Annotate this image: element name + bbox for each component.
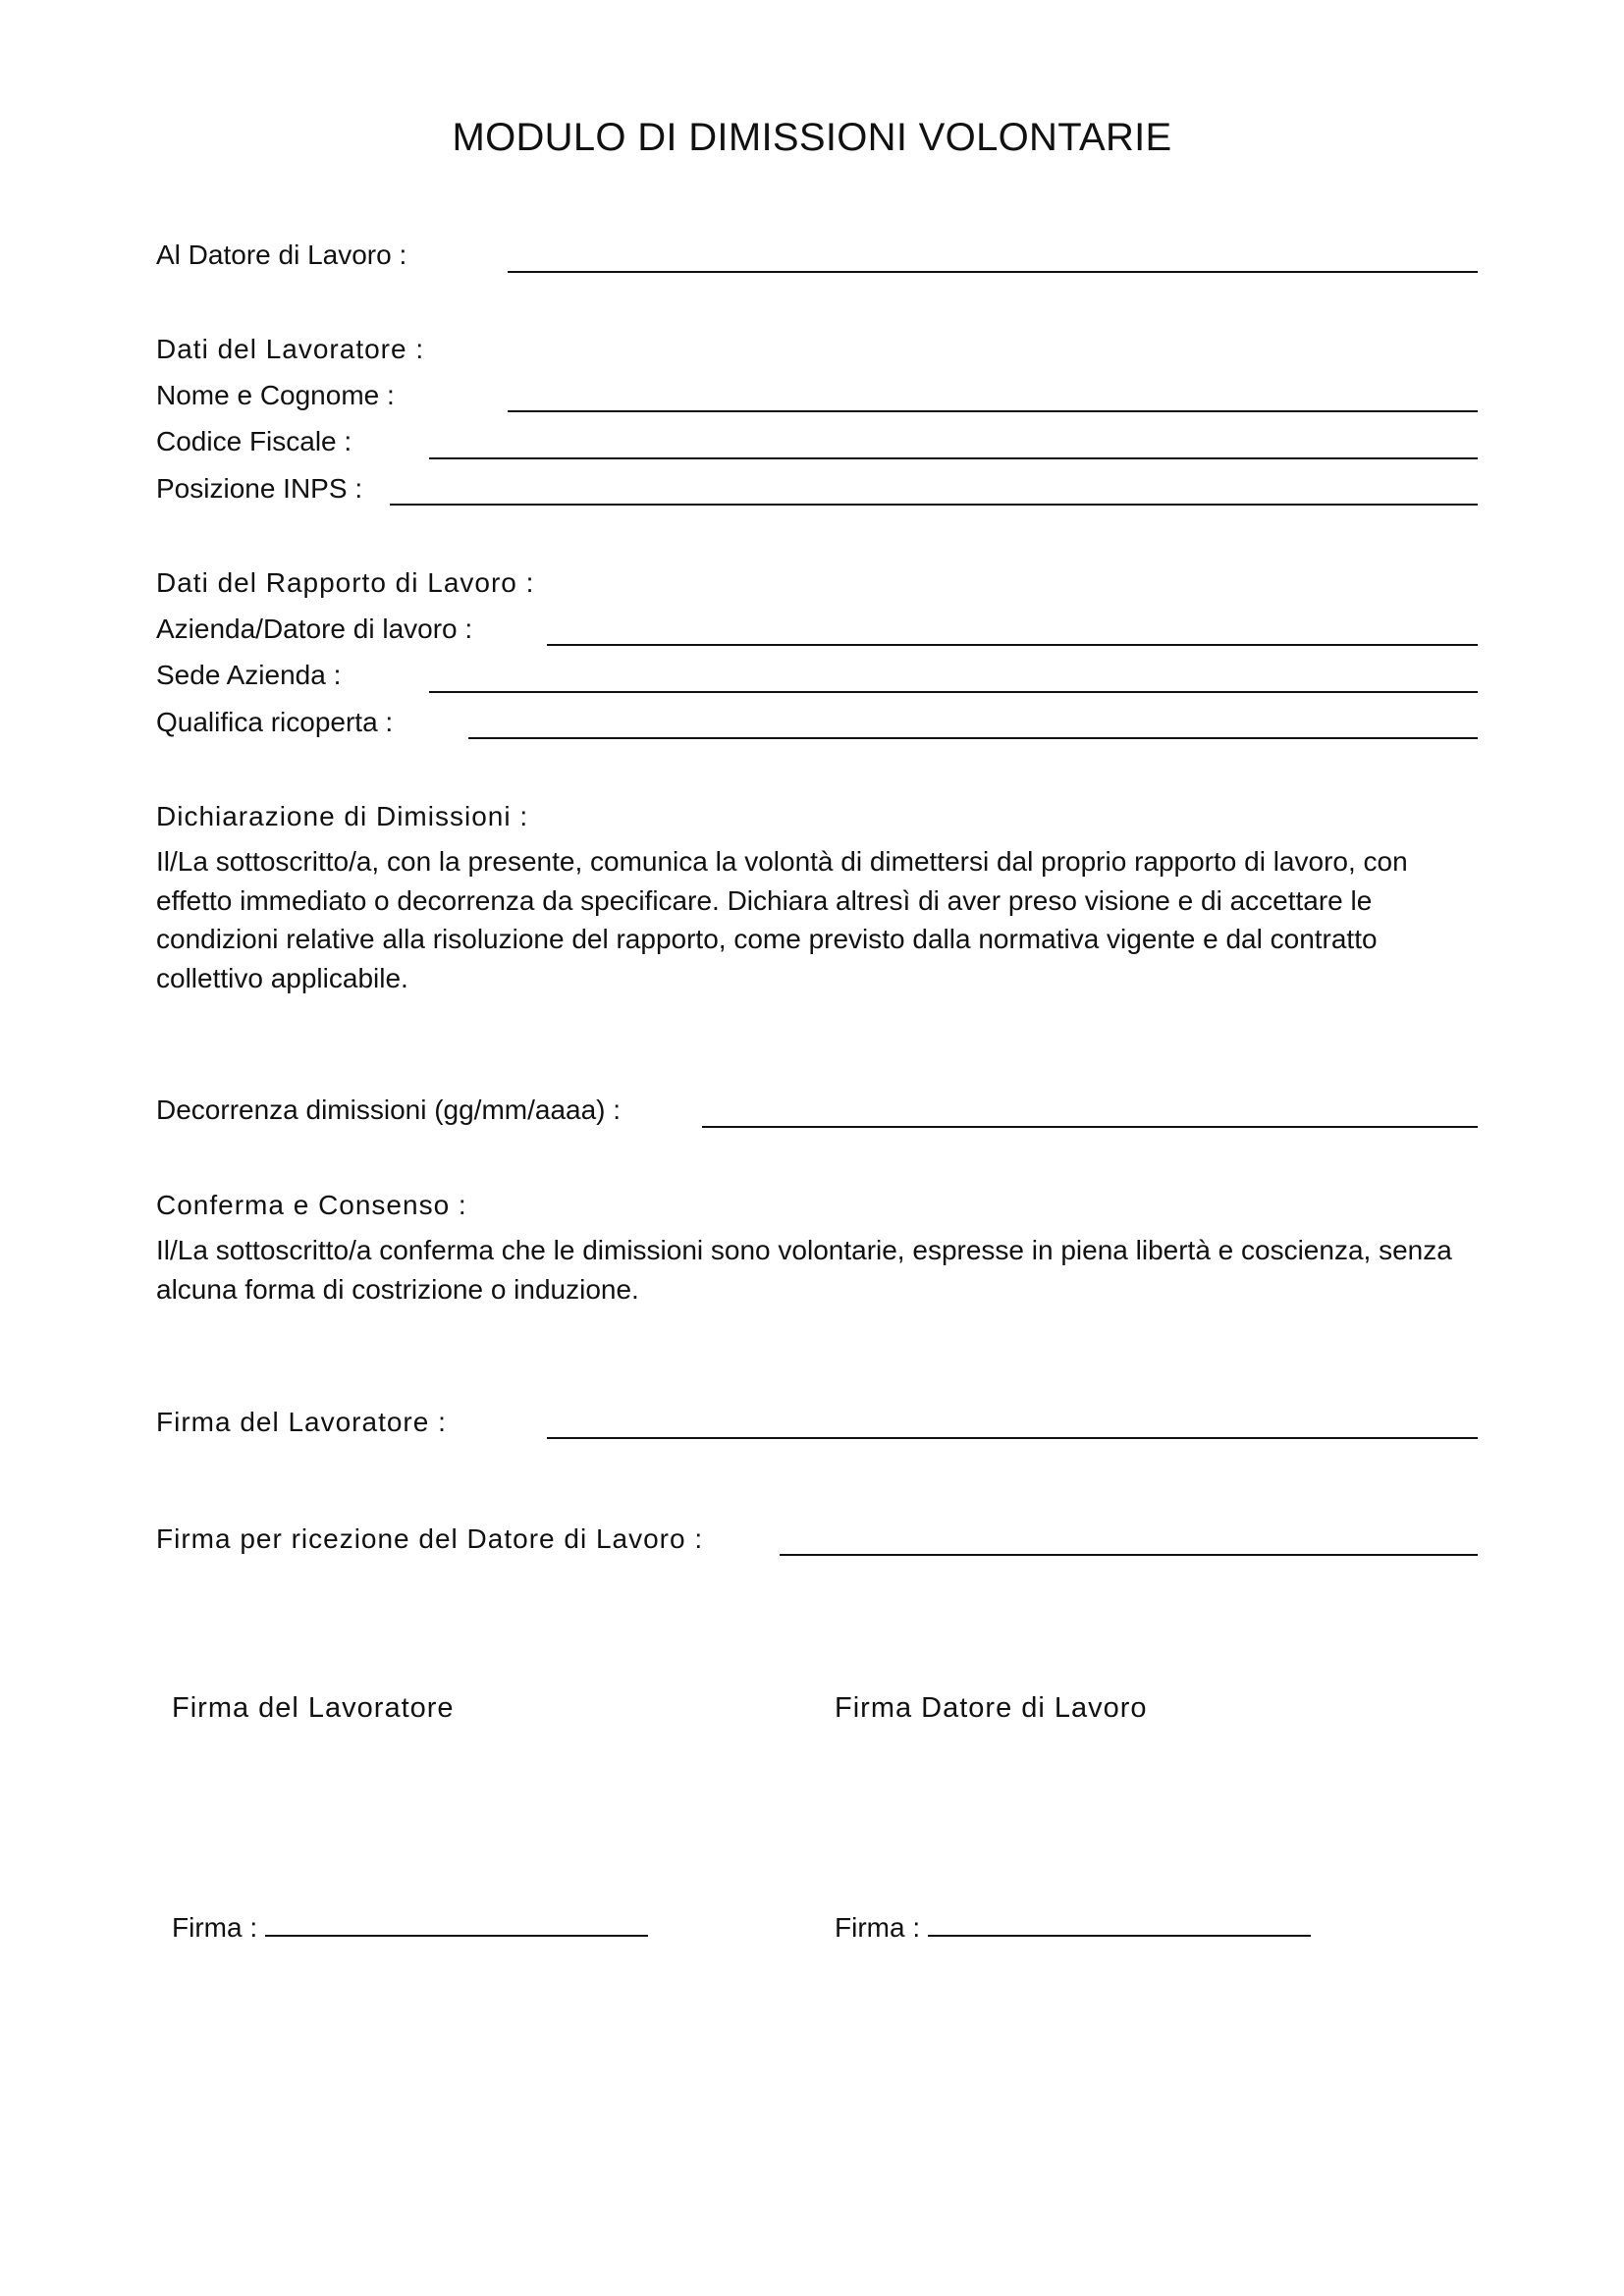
employer-receipt-label: Firma per ricezione del Datore di Lavoro : — [156, 1523, 704, 1554]
role-label: Qualifica ricoperta : — [156, 707, 394, 737]
worker-firma-row — [172, 1912, 648, 1944]
declaration-heading: Dichiarazione di Dimissioni : — [156, 801, 529, 831]
worker-firma-field[interactable] — [265, 1915, 648, 1937]
worker-signature-column-heading: Firma del Lavoratore — [172, 1692, 455, 1724]
employer-label: Al Datore di Lavoro : — [156, 240, 407, 270]
tax-code-field[interactable] — [429, 457, 1478, 459]
tax-code-label: Codice Fiscale : — [156, 426, 352, 456]
worker-signature-label: Firma del Lavoratore : — [156, 1407, 447, 1437]
employment-section-heading: Dati del Rapporto di Lavoro : — [156, 567, 535, 598]
employer-receipt-field[interactable] — [780, 1554, 1478, 1556]
inps-label: Posizione INPS : — [156, 473, 363, 504]
role-field[interactable] — [468, 737, 1478, 739]
consent-text: Il/La sottoscritto/a conferma che le dimissioni sono volontarie, espresse in piena libertà e coscienza, senza alcuna forma di costrizione o induzione. — [156, 1235, 1452, 1305]
worker-firma-label: Firma : — [172, 1912, 258, 1943]
company-label: Azienda/Datore di lavoro : — [156, 614, 473, 644]
page-title: MODULO DI DIMISSIONI VOLONTARIE — [452, 116, 1172, 159]
worker-section-heading: Dati del Lavoratore : — [156, 334, 425, 364]
employer-firma-field[interactable] — [928, 1915, 1311, 1937]
company-field[interactable] — [547, 644, 1478, 646]
name-field[interactable] — [508, 410, 1478, 412]
effective-date-label: Decorrenza dimissioni (gg/mm/aaaa) : — [156, 1095, 622, 1125]
declaration-text: Il/La sottoscritto/a, con la presente, comunica la volontà di dimettersi dal proprio rapporto di lavoro, con effetto immediato o decorrenza da specificare. Dichiara altresì di aver preso visione e di accettare le condizioni relative alla risoluzione del rapporto, come previsto dalla normativa vigente e dal contratto collettivo applicabile. — [156, 846, 1408, 993]
inps-field[interactable] — [390, 504, 1478, 506]
site-field[interactable] — [429, 691, 1478, 693]
consent-heading: Conferma e Consenso : — [156, 1190, 467, 1220]
worker-signature-field[interactable] — [547, 1437, 1478, 1439]
employer-signature-column-heading: Firma Datore di Lavoro — [835, 1692, 1148, 1724]
name-label: Nome e Cognome : — [156, 380, 395, 410]
employer-field[interactable] — [508, 271, 1478, 273]
employer-firma-label: Firma : — [835, 1912, 921, 1943]
site-label: Sede Azienda : — [156, 660, 342, 690]
employer-firma-row — [835, 1912, 1311, 1944]
effective-date-field[interactable] — [702, 1126, 1478, 1128]
